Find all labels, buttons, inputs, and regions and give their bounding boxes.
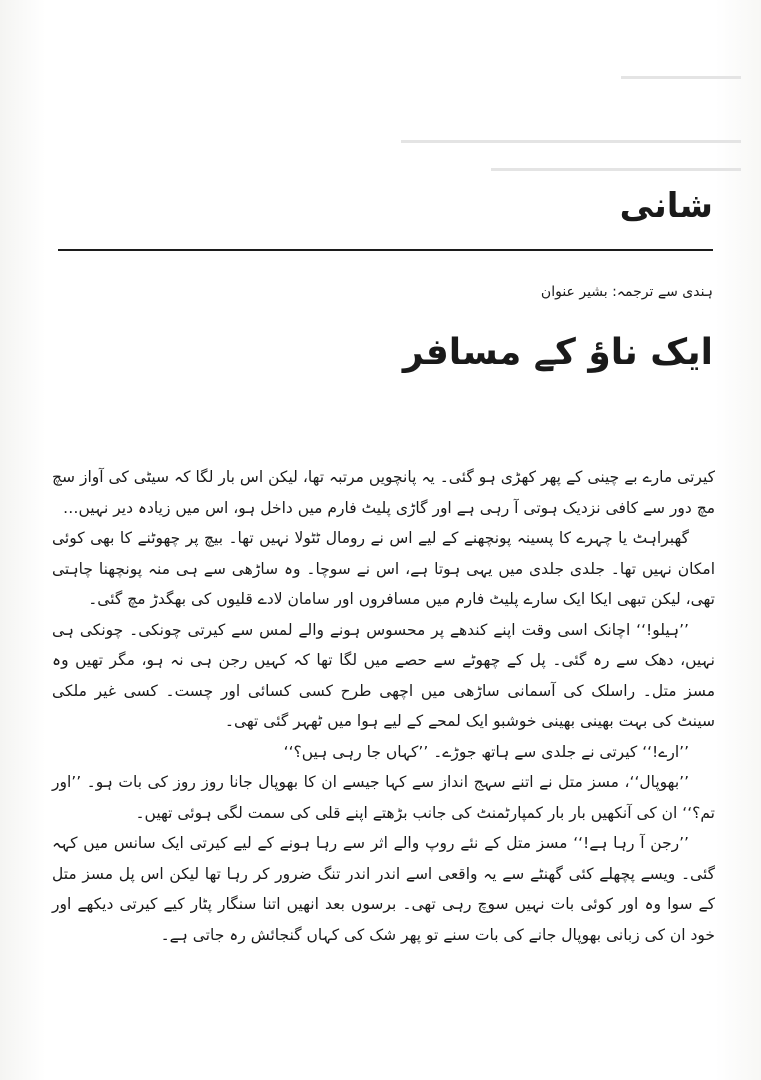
paragraph: ’’ہیلو!‘‘ اچانک اسی وقت اپنے کندھے پر محسوس ہونے والے لمس سے کیرتی چونکی۔ چونکی ہی نہیں، دھک سے رہ گئی۔ پل کے چھوٹے سے حصے میں لگا تھا کہ کہیں رجن ہی نہ ہو، مگر تھیں وہ مسز متل۔ راسلک کی آسمانی ساڑھی میں اچھی طرح کسی کسائی اور چست۔ کسی غیر ملکی سینٹ کی بہت بھینی بھینی خوشبو ایک لمحے کے لیے ہوا میں ٹھہر گئی تھی۔: [52, 620, 715, 730]
paragraph: کیرتی مارے بے چینی کے پھر کھڑی ہو گئی۔ یہ پانچویں مرتبہ تھا، لیکن اس بار لگا کہ سیٹی کی آواز سچ مچ دور سے کافی نزدیک ہوتی آ رہی ہے اور گاڑی پلیٹ فارم میں داخل ہو، اس میں زیادہ دیر نہیں…: [52, 468, 715, 517]
divider-rule: [58, 249, 713, 251]
faint-bleed-line: [621, 76, 741, 79]
paragraph: گھبراہٹ یا چہرے کا پسینہ پونچھنے کے لیے اس نے رومال ٹٹولا نہیں تھا۔ بیچ پر چھوٹنے کا بھی کوئی امکان نہیں تھا۔ جلدی جلدی میں یہی ہوتا ہے، اس نے سوچا۔ وہ ساڑھی سے ہی منہ پونچھنا چاہتی تھی، لیکن تبھی ایکا ایک سارے پلیٹ فارم میں مسافروں اور سامان لادے قلیوں کی بھگدڑ مچ گئی۔: [52, 529, 715, 608]
paragraph: ’’ارے!‘‘ کیرتی نے جلدی سے ہاتھ جوڑے۔ ’’کہاں جا رہی ہیں؟‘‘: [283, 742, 689, 761]
paragraph: ’’رجن آ رہا ہے!‘‘ مسز متل کے نئے روپ والے اثر سے رہا ہونے کے لیے کیرتی ایک سانس میں کہہ گئی۔ ویسے پچھلے کئی گھنٹے سے یہ واقعی اسے اندر اندر تنگ ضرور کر رہا تھا لیکن اس پل مسز متل کے سوا وہ اور کوئی بات نہیں سوچ رہی تھی۔ برسوں بعد انھیں اتنا سنگار پٹار کیے کیرتی دیکھے اور خود ان کی زبانی بھوپال جانے کی بات سنے تو پھر شک کی کہاں گنجائش رہ جاتی ہے۔: [52, 834, 715, 944]
story-title: ایک ناؤ کے مسافر: [402, 332, 713, 373]
faint-bleed-line: [401, 140, 741, 143]
story-body: [52, 462, 715, 950]
author-name: شانی: [619, 186, 713, 226]
translator-credit: ہندی سے ترجمہ: بشیر عنوان: [540, 284, 713, 300]
paragraph: ’’بھوپال‘‘، مسز متل نے اتنے سہج انداز سے کہا جیسے ان کا بھوپال جانا روز روز کی بات ہو۔ ’’اور تم؟‘‘ ان کی آنکھیں بار بار کمپارٹمنٹ کی جانب بڑھتے اپنے قلی کی سمت لگی ہوئی تھیں۔: [52, 773, 715, 822]
faint-bleed-line: [491, 168, 741, 171]
